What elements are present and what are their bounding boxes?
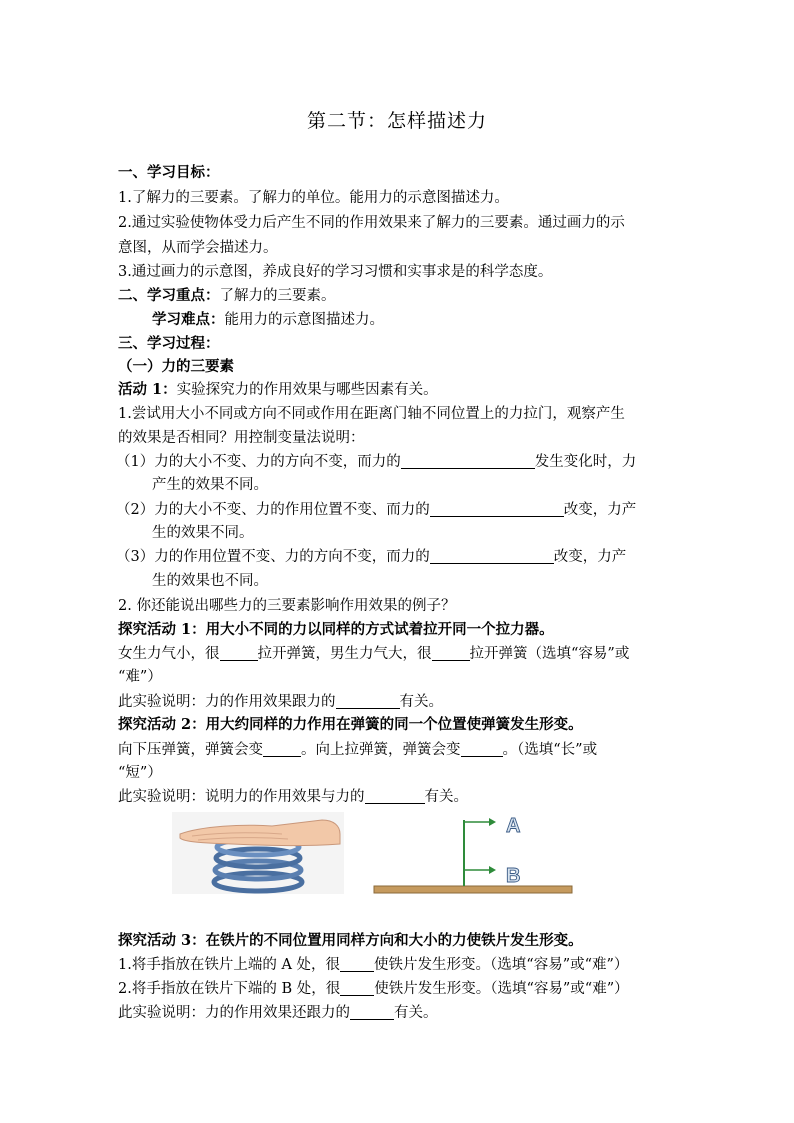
explore-3-conclusion-b: 有关。 bbox=[394, 1005, 438, 1021]
explore-1-text-a: 女生力气小，很 bbox=[118, 646, 220, 662]
key-point-label: 二、学习重点： bbox=[118, 287, 220, 304]
activity-1 bbox=[118, 380, 438, 400]
explore-2-conclusion-b: 有关。 bbox=[424, 789, 468, 805]
label-b: B bbox=[506, 865, 521, 887]
board-icon bbox=[374, 886, 572, 893]
explore-3-text-a: 1.将手指放在铁片上端的 A 处，很 bbox=[118, 957, 341, 973]
point-2-cont: 生的效果不同。 bbox=[152, 525, 254, 541]
question-2: 2. 你还能说出哪些力的三要素影响作用效果的例子？ bbox=[118, 598, 456, 614]
force-position-figure bbox=[372, 810, 574, 898]
explore-2-line-3 bbox=[118, 787, 468, 807]
explore-1-heading: 探究活动 1：用大小不同的力以同样的方式试着拉开同一个拉力器。 bbox=[118, 621, 554, 638]
explore-1-blank-3[interactable] bbox=[336, 692, 400, 709]
explore-3-line-2 bbox=[118, 979, 629, 999]
explore-2-line-1 bbox=[118, 740, 597, 760]
explore-3-blank-2[interactable] bbox=[340, 979, 374, 996]
explore-3-text-c: 2.将手指放在铁片下端的 B 处，很 bbox=[118, 981, 341, 997]
explore-1-text-c: 拉开弹簧（选填“容易”或 bbox=[469, 646, 630, 662]
point-3-cont: 生的效果也不同。 bbox=[152, 573, 268, 589]
explore-1-blank-1[interactable] bbox=[220, 644, 258, 661]
activity-1-text: 实验探究力的作用效果与哪些因素有关。 bbox=[176, 382, 438, 398]
question-1-line-2: 的效果是否相同？用控制变量法说明： bbox=[118, 430, 365, 446]
explore-1-conclusion-b: 有关。 bbox=[399, 694, 443, 710]
point-1-cont: 产生的效果不同。 bbox=[152, 477, 268, 493]
label-a: A bbox=[506, 815, 521, 837]
objective-3: 3.通过画力的示意图，养成良好的学习习惯和实事求是的科学态度。 bbox=[118, 264, 553, 280]
explore-2-blank-3[interactable] bbox=[365, 787, 425, 804]
explore-2-line-2: “短”） bbox=[118, 765, 162, 781]
explore-2-text-a: 向下压弹簧，弹簧会变 bbox=[118, 742, 263, 758]
explore-1-blank-2[interactable] bbox=[432, 644, 470, 661]
activity-1-label: 活动 1： bbox=[118, 381, 177, 398]
explore-3-text-b: 使铁片发生形变。（选填“容易”或“难”） bbox=[374, 957, 629, 973]
difficulty bbox=[152, 310, 384, 330]
difficulty-label: 学习难点： bbox=[152, 311, 225, 328]
point-1-text-a: （1）力的大小不变、力的方向不变，而力的 bbox=[116, 454, 401, 470]
section-three-elements: （一）力的三要素 bbox=[118, 358, 234, 375]
explore-1-line-3 bbox=[118, 692, 443, 712]
point-3 bbox=[116, 547, 626, 567]
objective-2: 2.通过实验使物体受力后产生不同的作用效果来了解力的三要素。通过画力的示 bbox=[118, 215, 625, 231]
objective-1: 1.了解力的三要素。了解力的单位。能用力的示意图描述力。 bbox=[118, 190, 509, 206]
point-2-blank[interactable] bbox=[430, 500, 564, 517]
arrow-b-icon bbox=[464, 866, 496, 874]
explore-1-text-b: 拉开弹簧，男生力气大，很 bbox=[257, 646, 432, 662]
difficulty-text: 能用力的示意图描述力。 bbox=[224, 312, 384, 328]
explore-3-line-3 bbox=[118, 1003, 438, 1023]
point-3-text-b: 改变，力产 bbox=[553, 549, 627, 565]
explore-3-heading: 探究活动 3：在铁片的不同位置用同样方向和大小的力使铁片发生形变。 bbox=[118, 932, 583, 949]
key-point-text: 了解力的三要素。 bbox=[219, 288, 336, 304]
point-1 bbox=[116, 452, 636, 472]
explore-2-text-b: 。向上拉弹簧，弹簧会变 bbox=[301, 742, 461, 758]
explore-2-heading: 探究活动 2：用大约同样的力作用在弹簧的同一个位置使弹簧发生形变。 bbox=[118, 716, 583, 733]
explore-3-line-1 bbox=[118, 955, 628, 975]
point-3-blank[interactable] bbox=[430, 547, 554, 564]
point-2-text-a: （2）力的大小不变、力的作用位置不变、而力的 bbox=[116, 502, 430, 518]
objective-2-cont: 意图，从而学会描述力。 bbox=[118, 240, 278, 256]
explore-1-line-1 bbox=[118, 644, 629, 664]
point-1-blank[interactable] bbox=[401, 452, 535, 469]
objectives-heading: 一、学习目标： bbox=[118, 164, 220, 181]
explore-2-conclusion-a: 此实验说明：说明力的作用效果与力的 bbox=[118, 789, 365, 805]
explore-2-blank-2[interactable] bbox=[461, 740, 503, 757]
explore-1-line-2: “难”） bbox=[118, 669, 162, 685]
key-point bbox=[118, 286, 336, 306]
page-title: 第二节：怎样描述力 bbox=[306, 110, 487, 132]
point-2 bbox=[116, 500, 636, 520]
explore-3-conclusion-a: 此实验说明：力的作用效果还跟力的 bbox=[118, 1005, 350, 1021]
explore-3-blank-1[interactable] bbox=[340, 955, 374, 972]
arrow-a-icon bbox=[464, 818, 496, 826]
question-1-line-1: 1.尝试用大小不同或方向不同或作用在距离门轴不同位置上的力拉门，观察产生 bbox=[118, 406, 625, 422]
process-heading: 三、学习过程： bbox=[118, 335, 220, 352]
point-1-text-b: 发生变化时，力 bbox=[534, 454, 637, 470]
explore-2-blank-1[interactable] bbox=[263, 740, 301, 757]
explore-2-text-c: 。（选填“长”或 bbox=[502, 742, 598, 758]
explore-1-conclusion-a: 此实验说明：力的作用效果跟力的 bbox=[118, 694, 336, 710]
explore-3-blank-3[interactable] bbox=[350, 1003, 394, 1020]
hand-pressing-spring-figure bbox=[172, 812, 344, 894]
point-3-text-a: （3）力的作用位置不变、力的方向不变，而力的 bbox=[116, 549, 430, 565]
point-2-text-b: 改变，力产 bbox=[563, 502, 637, 518]
explore-3-text-d: 使铁片发生形变。（选填“容易”或“难”） bbox=[374, 981, 629, 997]
